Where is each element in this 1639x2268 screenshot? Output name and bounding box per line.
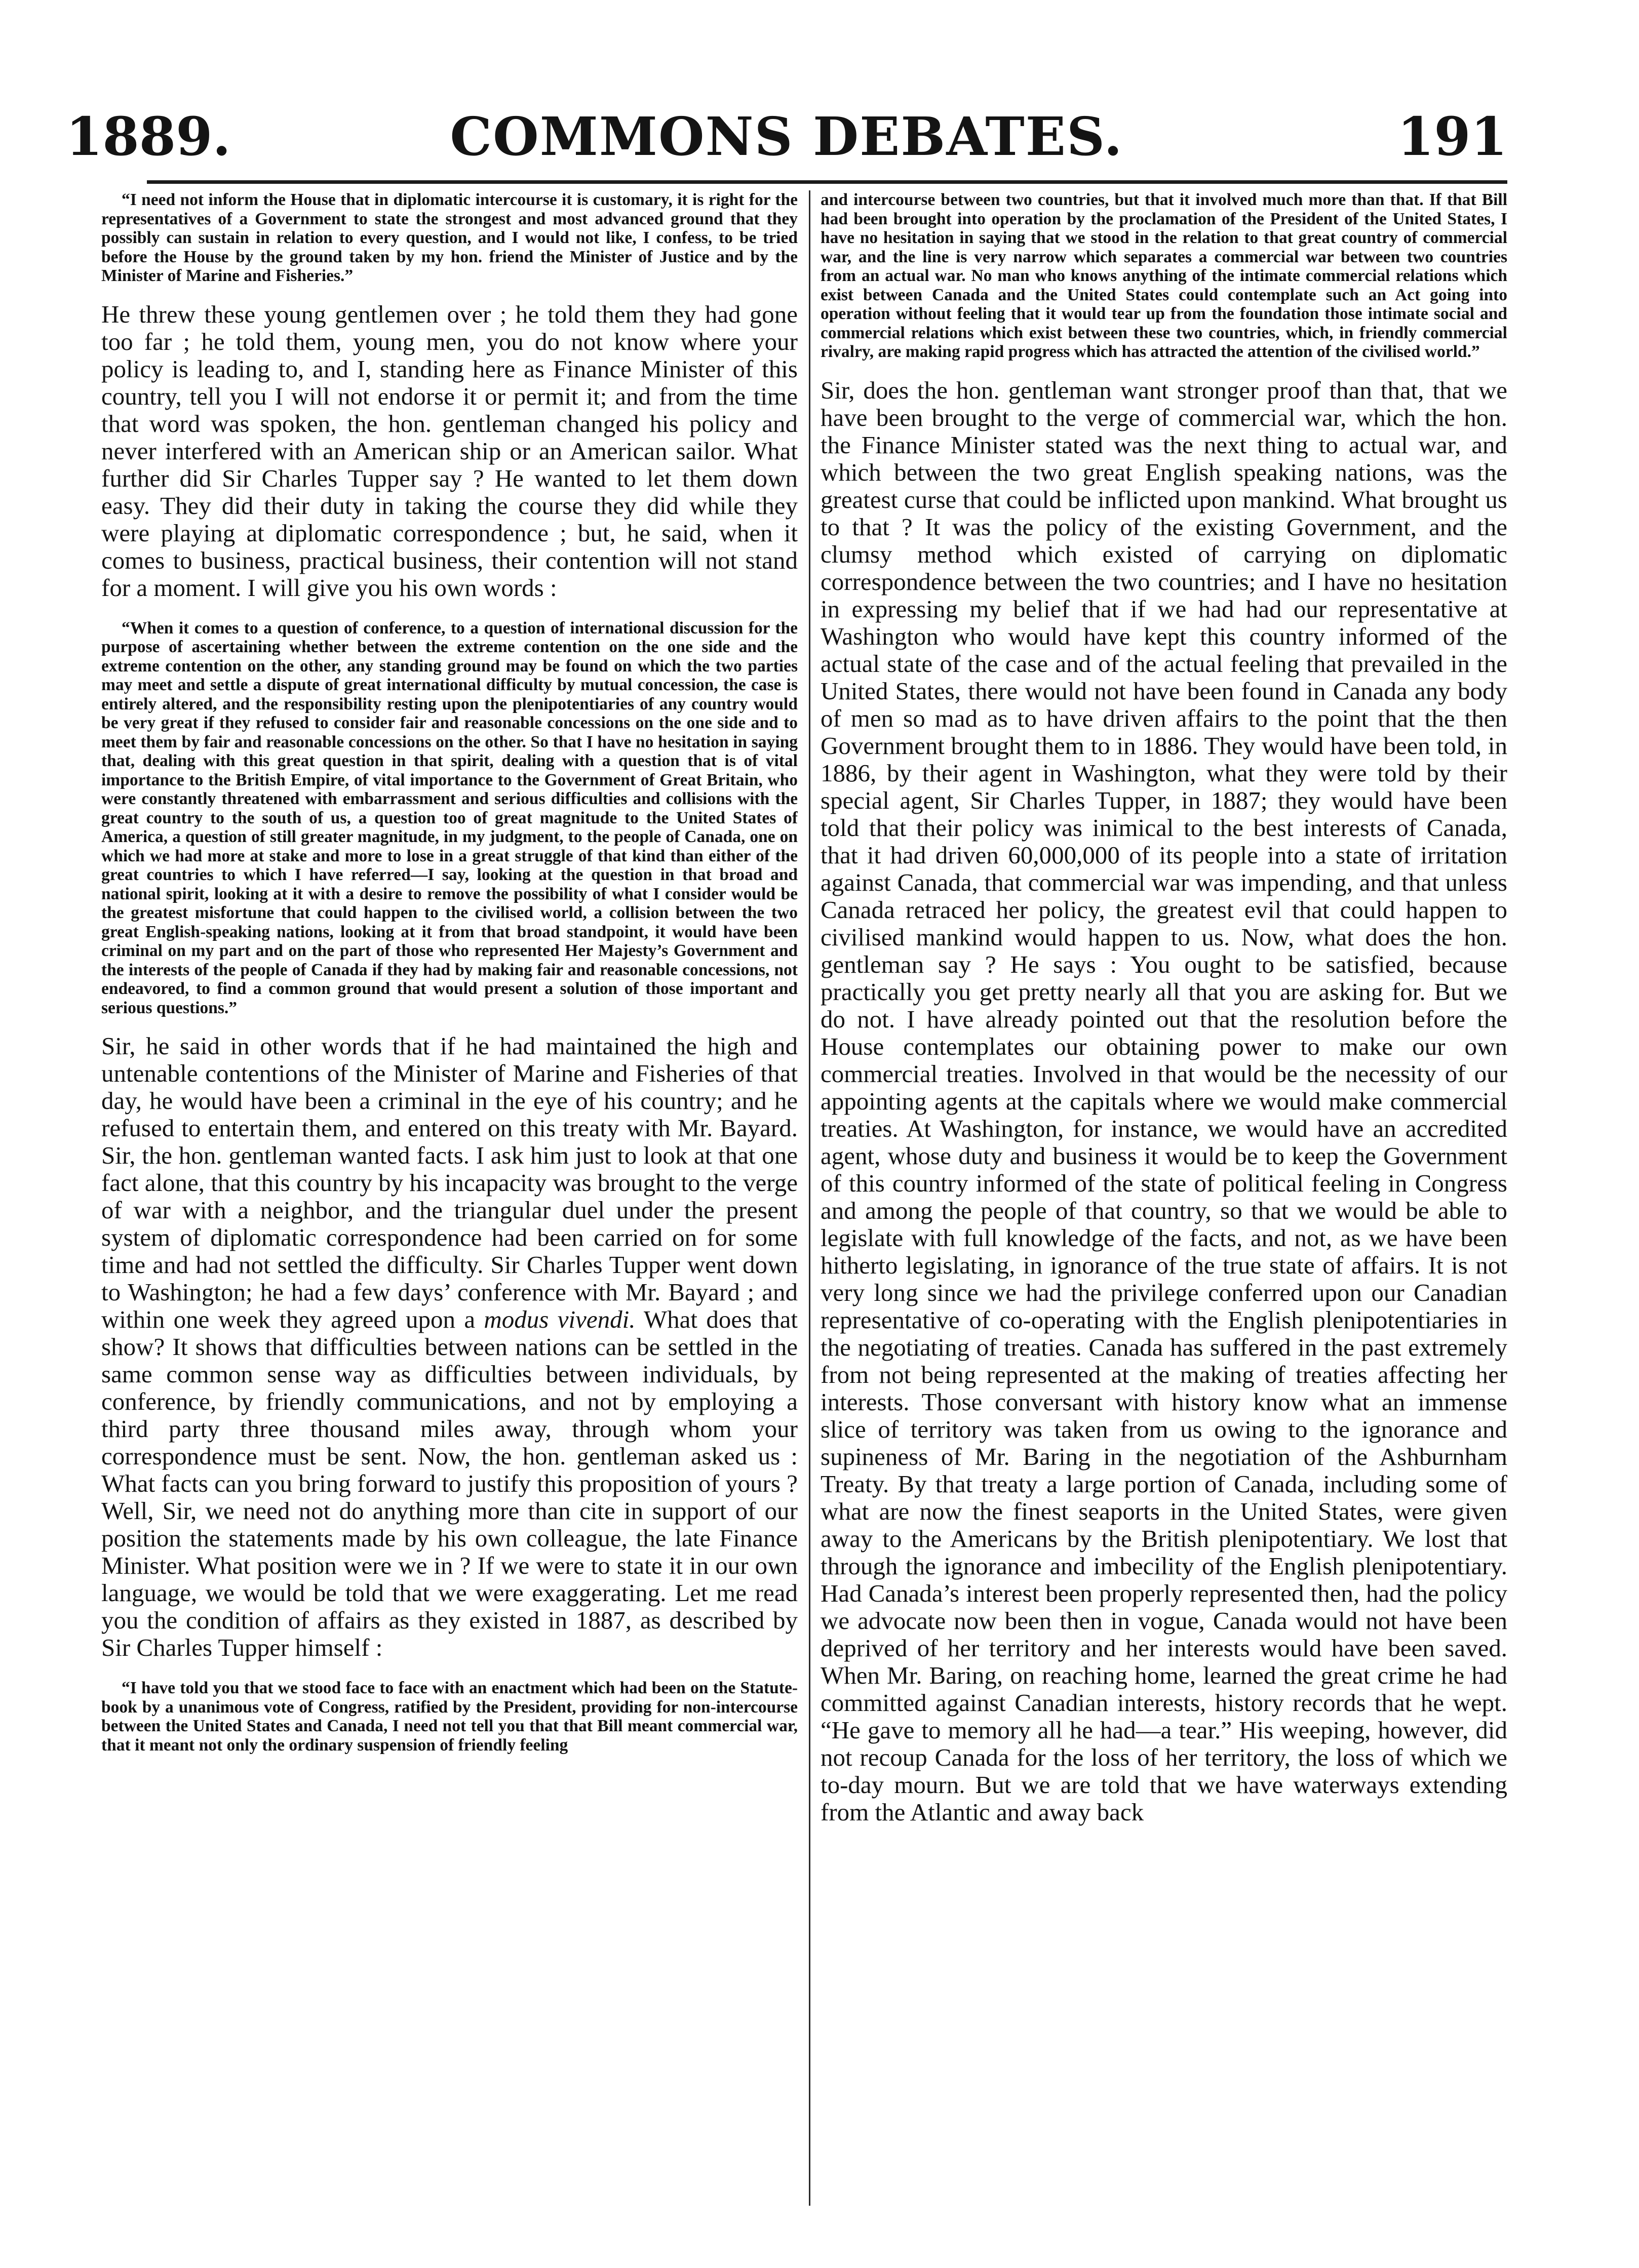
header-title: COMMONS DEBATES.	[450, 105, 1123, 168]
column-divider	[809, 190, 810, 2206]
paragraph-modus-vivendi-part1: Sir, he said in other words that if he had maintained the high and untenable contentions of the Minister of Marine and Fisheries of that day, he would have been a criminal in the eye of his country; and he refused to entertain them, and entered on this treaty with Mr. Bayard. Sir, the hon. gentleman wanted facts. I ask him just to look at that one fact alone, that this country by his incapacity was brought to the verge of war with a neighbor, and the triangular duel under the present system of diplomatic correspondence had been carried on for some time and had not settled the difficulty. Sir Charles Tupper went down to Washington; he had a few days’ conference with Mr. Bayard ; and within one week they agreed upon a	[101, 1032, 798, 1333]
paragraph-commercial-war: Sir, does the hon. gentleman want stronger proof than that, that we have been brought to the verge of commercial war, which the hon. the Finance Minister stated was the next thing to actual war, and which between the two great English speaking nations, was the greatest curse that could be inflicted upon mankind. What brought us to that ? It was the policy of the existing Government, and the clumsy method which existed of carrying on diplomatic correspondence between the two countries; and I have no hesitation in expressing my belief that if we had had our representative at Washington who would have kept this country informed of the actual state of the case and of the actual feeling that prevailed in the United States, there would not have been found in Canada any body of men so mad as to have driven affairs to the point that the then Government brought them to in 1886. They would have been told, in 1886, by their agent in Washington, what they were told by their special agent, Sir Charles Tupper, in 1887; they would have been told that their policy was inimical to the best interests of Canada, that it had driven 60,000,000 of its people into a state of irritation against Canada, that commercial war was impending, and that unless Canada retraced her policy, the greatest evil that could happen to civilised mankind would happen to us. Now, what does the hon. gentleman say ? He says : You ought to be satisfied, because practically you get pretty nearly all that you are asking for. But we do not. I have already pointed out that the resolution before the House contemplates our obtaining power to make our own commercial treaties. Involved in that would be the necessity of our appointing agents at the capitals where we would make commercial treaties. At Washington, for instance, we would have an accredited agent, whose duty and business it would be to keep the Government of this country informed of the state of political feeling in Congress and among the people of that country, so that we would be able to legislate with full knowledge of the facts, and not, as we have been hitherto legislating, in ignorance of the true state of affairs. It is not very long since we had the privilege conferred upon our Canadian representative of co-operating with the English plenipotentiaries in the negotiating of treaties. Canada has suffered in the past extremely from not being represented at the making of treaties affecting her interests. Those conversant with history know what an immense slice of territory was taken from us owing to the ignorance and supineness of Mr. Baring in the negotiation of the Ashburnham Treaty. By that treaty a large portion of Canada, including some of what are now the finest seaports in the United States, were given away to the Americans by the British plenipotentiary. We lost that through the ignorance and imbecility of the English plenipotentiary. Had Canada’s interest been properly represented then, had the policy we advocate now been then in vogue, Canada would not have been deprived of her territory and her interests would have been saved. When Mr. Baring, on reaching home, learned the great crime he had committed against Canadian interests, history records that he wept. “He gave to memory all he had—a tear.” His weeping, however, did not recoup Canada for the loss of her territory, the loss of which we to-day mourn. But we are told that we have waterways extending from the Atlantic and away back	[821, 376, 1507, 1826]
right-column	[821, 190, 1507, 2236]
page-header	[66, 101, 1507, 172]
paragraph-modus-vivendi	[101, 1032, 798, 1661]
quote-non-intercourse-continued: and intercourse between two countries, but that it involved much more than that. If that Bill had been brought into operation by the proclamation of the President of the United States, I have no hesitation in saying that we stood in the relation to that great country of commercial war, and the line is very narrow which separates a commercial war between two countries from an actual war. No man who knows anything of the intimate commercial relations which exist between Canada and the United States could contemplate such an Act going into operation without feeling that it would tear up from the foundation those intimate social and commercial relations which exist between these two countries, which, in friendly commercial rivalry, are making rapid progress which has attracted the attention of the civilised world.”	[821, 190, 1507, 361]
left-column	[101, 190, 798, 2236]
header-page-number: 191	[1397, 105, 1507, 168]
quote-non-intercourse: “I have told you that we stood face to face with an enactment which had been on the Statute-book by a unanimous vote of Congress, ratified by the President, providing for non-intercourse between the United States and Canada, I need not tell you that that Bill meant commercial war, that it meant not only the ordinary suspension of friendly feeling	[101, 1679, 798, 1755]
quote-finance-minister: “I need not inform the House that in diplomatic intercourse it is customary, it is right for the representatives of a Government to state the strongest and most advanced ground that they possibly can sustain in relation to every question, and I would not like, I confess, to be tried before the House by the ground taken by my hon. friend the Minister of Justice and by the Minister of Marine and Fisheries.”	[101, 190, 798, 285]
paragraph-modus-vivendi-part2: What does that show? It shows that difficulties between nations can be settled in the same common sense way as difficulties between individuals, by conference, by friendly communications, and not by employing a third party three thousand miles away, through whom your correspondence must be sent. Now, the hon. gentleman asked us : What facts can you bring forward to justify this proposition of yours ? Well, Sir, we need not do anything more than cite in support of our position the statements made by his own colleague, the late Finance Minister. What position were we in ? If we were to state it in our own language, we would be told that we were exaggerating. Let me read you the condition of affairs as they existed in 1887, as described by Sir Charles Tupper himself :	[101, 1305, 798, 1661]
modus-vivendi-term: modus vivendi.	[484, 1305, 636, 1333]
header-year: 1889.	[66, 105, 231, 168]
header-rule	[147, 180, 1507, 184]
quote-conference: “When it comes to a question of conference, to a question of international discussion for the purpose of ascertaining whether between the extreme contention on the one side and the extreme contention on the other, any standing ground may be found on which the two parties may meet and settle a dispute of great international difficulty by mutual concession, the case is entirely altered, and the responsibility resting upon the plenipotentiaries of any country would be very great if they refused to consider fair and reasonable concessions on the one side and to meet them by fair and reasonable concessions on the other. So that I have no hesitation in saying that, dealing with this great question in that spirit, dealing with a question that is of vital importance to the British Empire, of vital importance to the Government of Great Britain, who were constantly threatened with embarrassment and serious difficulties and collisions with the great country to the south of us, a question too of great magnitude to the United States of America, a question of still greater magnitude, in my judgment, to the people of Canada, one on which we had more at stake and more to lose in a great struggle of that kind than either of the great countries to which I have referred—I say, looking at the question in that broad and national spirit, looking at it with a desire to remove the possibility of what I consider would be the greatest misfortune that could happen to the civilised world, a collision between the two great English-speaking nations, looking at it from that broad standpoint, it would have been criminal on my part and on the part of those who represented Her Majesty’s Government and the interests of the people of Canada if they had by making fair and reasonable concessions, not endeavored, to find a common ground that would present a solution of those important and serious questions.”	[101, 618, 798, 1017]
paragraph-young-gentlemen: He threw these young gentlemen over ; he told them they had gone too far ; he told them, young men, you do not know where your policy is leading to, and I, standing here as Finance Minister of this country, tell you I will not endorse it or permit it; and from the time that word was spoken, the hon. gentleman changed his policy and never interfered with an American ship or an American sailor. What further did Sir Charles Tupper say ? He wanted to let them down easy. They did their duty in taking the course they did while they were playing at diplomatic correspondence ; but, he said, when it comes to business, practical business, their contention will not stand for a moment. I will give you his own words :	[101, 300, 798, 602]
